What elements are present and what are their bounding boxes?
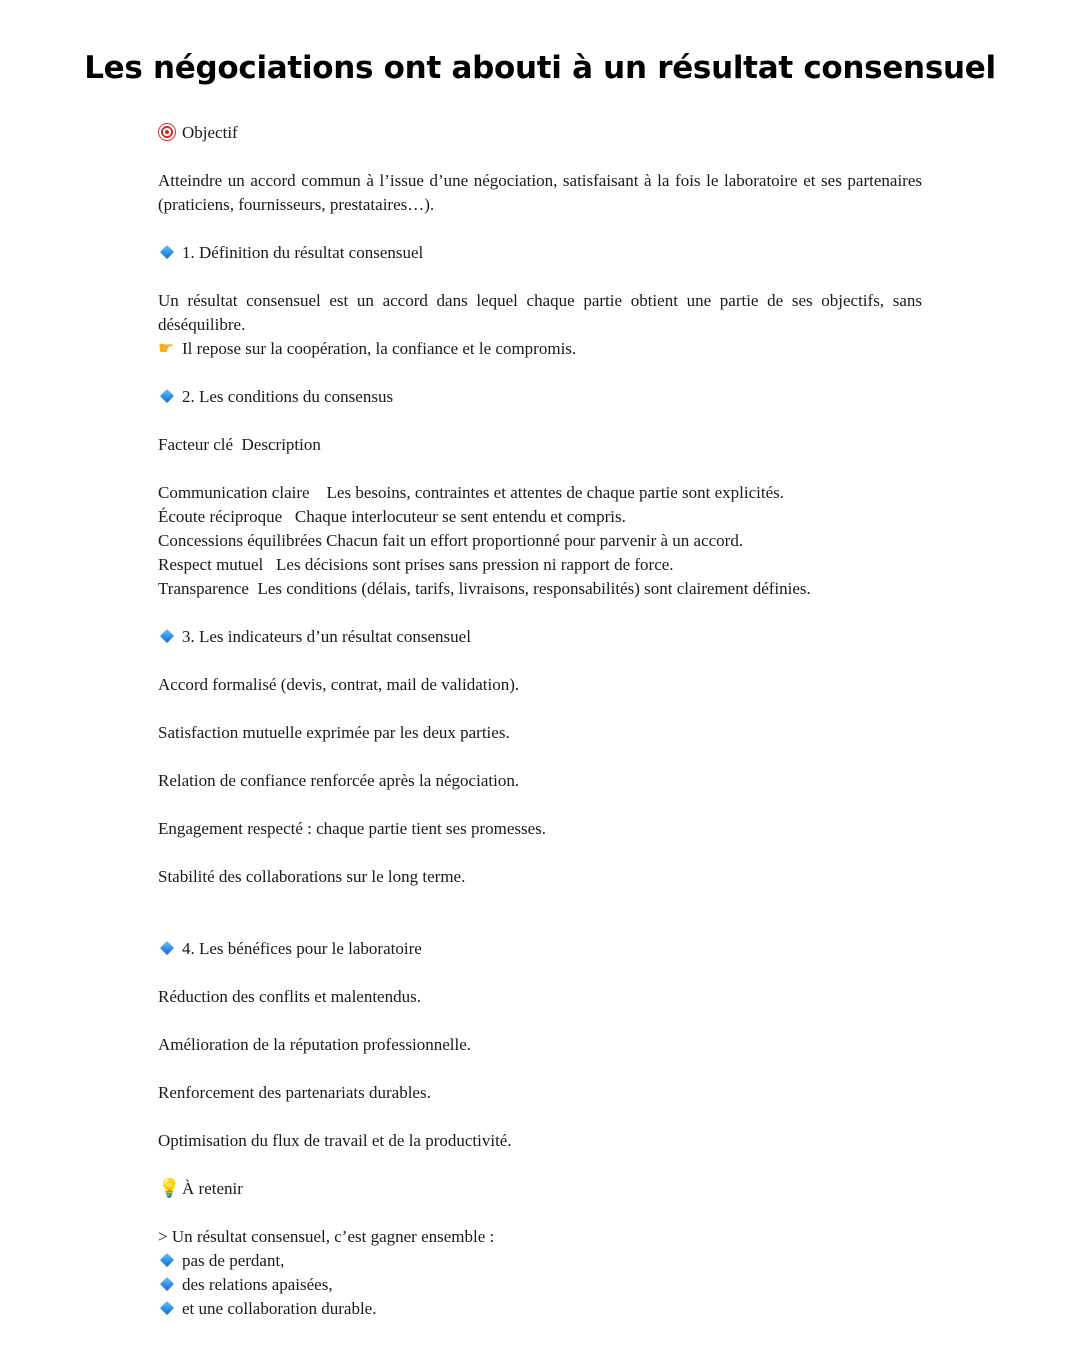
list-item: Renforcement des partenariats durables. — [158, 1083, 431, 1102]
retenir-heading-text: À retenir — [182, 1179, 243, 1198]
table-cell-factor: Écoute réciproque — [158, 507, 283, 526]
blue-diamond-icon — [160, 1253, 174, 1267]
section3-heading — [158, 625, 922, 649]
retenir-point-text: pas de perdant, — [182, 1251, 285, 1270]
objectif-heading-text: Objectif — [182, 123, 238, 142]
table-cell-factor: Concessions équilibrées — [158, 531, 322, 550]
blue-diamond-icon — [160, 245, 174, 259]
table-header-factor: Facteur clé — [158, 435, 234, 454]
pointing-hand-icon: ☛ — [158, 338, 175, 359]
list-item: Relation de confiance renforcée après la négociation. — [158, 771, 520, 790]
retenir-heading — [158, 1177, 922, 1201]
blue-diamond-icon — [160, 1277, 174, 1291]
retenir-point-text: et une collaboration durable. — [182, 1299, 377, 1318]
table-row — [158, 505, 922, 529]
list-item — [158, 1297, 922, 1321]
blue-diamond-icon — [160, 389, 174, 403]
table-header-description: Description — [241, 435, 321, 454]
table-cell-description: Les besoins, contraintes et attentes de chaque partie sont explicités. — [326, 483, 784, 502]
list-item: Stabilité des collaborations sur le long terme. — [158, 867, 466, 886]
section2-heading-text: 2. Les conditions du consensus — [182, 387, 394, 406]
table-row — [158, 553, 922, 577]
table-header — [158, 433, 922, 457]
light-bulb-icon: 💡 — [158, 1178, 181, 1199]
table-cell-description: Chacun fait un effort proportionné pour parvenir à un accord. — [326, 531, 744, 550]
table-cell-factor: Transparence — [158, 579, 249, 598]
list-item: Engagement respecté : chaque partie tient ses promesses. — [158, 819, 547, 838]
section3-heading-text: 3. Les indicateurs d’un résultat consensuel — [182, 627, 471, 646]
document-body — [158, 121, 922, 1321]
list-item — [158, 1249, 922, 1273]
table-cell-description: Chaque interlocuteur se sent entendu et compris. — [294, 507, 626, 526]
blue-diamond-icon — [160, 941, 174, 955]
list-item: Satisfaction mutuelle exprimée par les deux parties. — [158, 723, 510, 742]
list-item: Optimisation du flux de travail et de la productivité. — [158, 1131, 512, 1150]
page-title: Les négociations ont abouti à un résultat consensuel — [84, 50, 996, 86]
objectif-heading — [158, 121, 922, 145]
section1-text: Un résultat consensuel est un accord dans lequel chaque partie obtient une partie de ses objectifs, sans déséquilibre. — [158, 291, 922, 334]
section1-heading-text: 1. Définition du résultat consensuel — [182, 243, 424, 262]
section1-note-text: Il repose sur la coopération, la confiance et le compromis. — [182, 339, 577, 358]
retenir-quote: > Un résultat consensuel, c’est gagner ensemble : — [158, 1227, 495, 1246]
table-row — [158, 529, 922, 553]
section4-heading-text: 4. Les bénéfices pour le laboratoire — [182, 939, 422, 958]
target-icon — [158, 123, 176, 141]
table-cell-factor: Communication claire — [158, 483, 310, 502]
retenir-point-text: des relations apaisées, — [182, 1275, 333, 1294]
section2-heading — [158, 385, 922, 409]
table-row — [158, 577, 922, 601]
list-item: Réduction des conflits et malentendus. — [158, 987, 421, 1006]
section1-note — [158, 337, 922, 361]
list-item: Accord formalisé (devis, contrat, mail de validation). — [158, 675, 520, 694]
table-cell-factor: Respect mutuel — [158, 555, 264, 574]
blue-diamond-icon — [160, 1301, 174, 1315]
table-cell-description: Les conditions (délais, tarifs, livraisons, responsabilités) sont clairement définies. — [257, 579, 811, 598]
table-cell-description: Les décisions sont prises sans pression ni rapport de force. — [276, 555, 674, 574]
table-row — [158, 481, 922, 505]
section4-heading — [158, 937, 922, 961]
list-item: Amélioration de la réputation professionnelle. — [158, 1035, 471, 1054]
section1-heading — [158, 241, 922, 265]
blue-diamond-icon — [160, 629, 174, 643]
list-item — [158, 1273, 922, 1297]
objectif-text: Atteindre un accord commun à l’issue d’une négociation, satisfaisant à la fois le laboratoire et ses partenaires (praticiens, fournisseurs, prestataires…). — [158, 171, 922, 214]
